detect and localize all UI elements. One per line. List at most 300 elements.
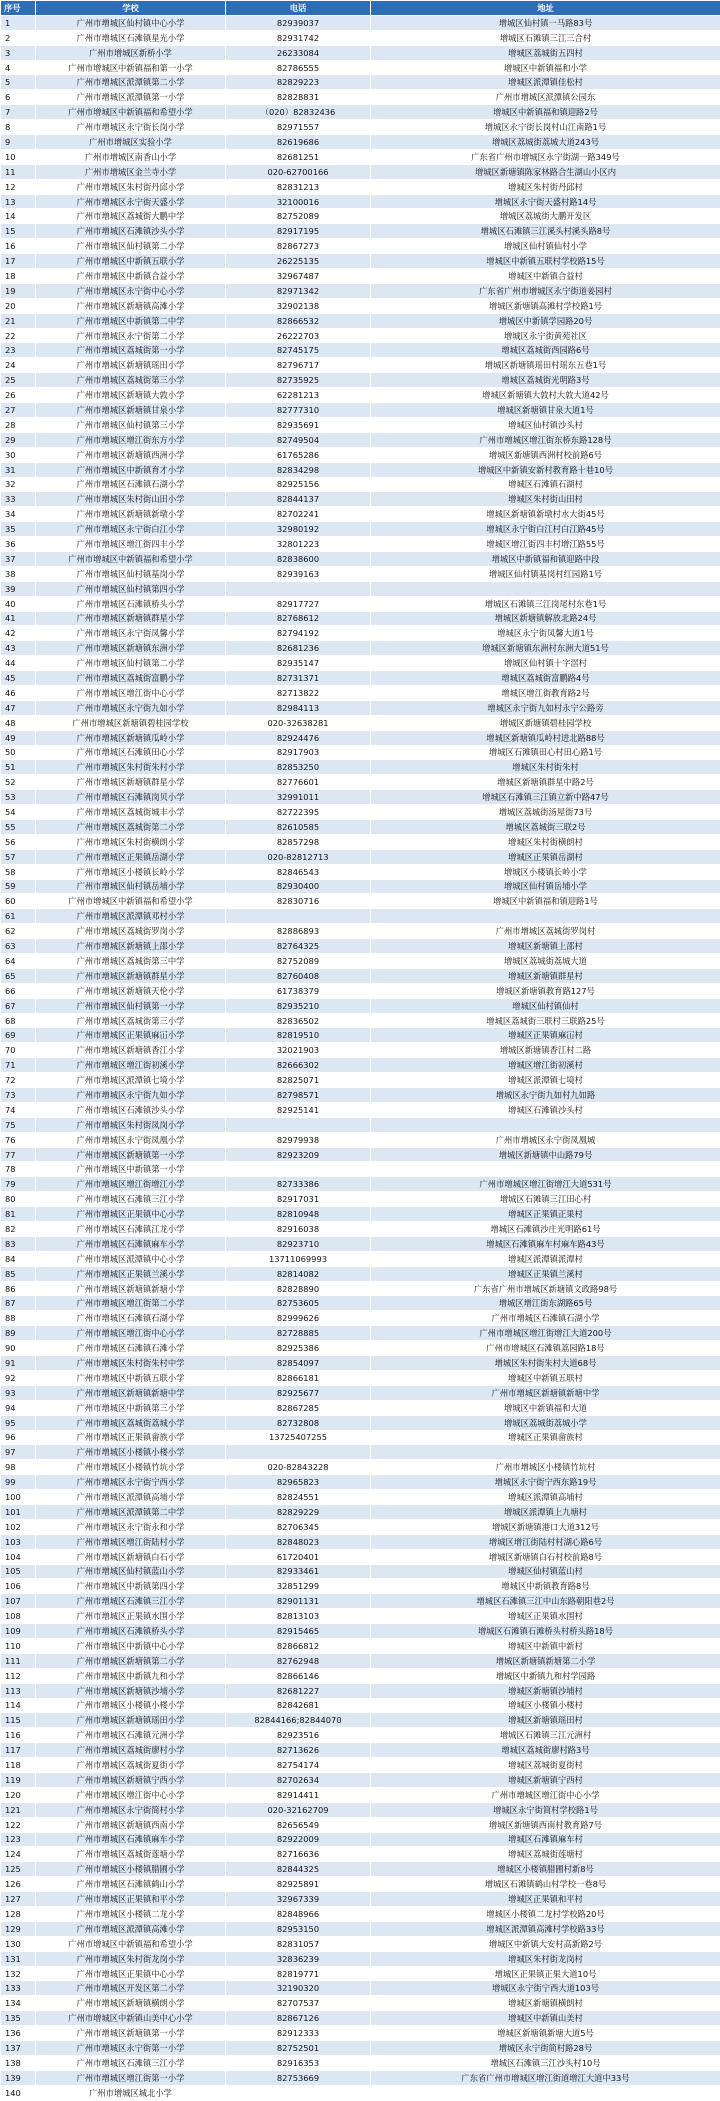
address: 增城区新塘镇白石村校前路8号	[371, 1549, 720, 1564]
row-number: 91	[1, 1356, 36, 1371]
address: 增城区小楼镇小楼村	[371, 1698, 720, 1713]
phone-number: 82965823	[226, 1475, 371, 1490]
row-number: 84	[1, 1251, 36, 1266]
address: 增城区中新镇中新村	[371, 1638, 720, 1653]
table-row	[1, 1311, 720, 1326]
address: 增城区正果镇水围村	[371, 1609, 720, 1624]
school-name: 广州市增城区仙村镇第二小学	[36, 239, 226, 254]
school-name: 广州市增城区石滩镇麻车小学	[36, 1832, 226, 1847]
address: 增城区小楼镇长岭小学	[371, 864, 720, 879]
table-row	[1, 596, 720, 611]
phone-number: 82844166;82844070	[226, 1713, 371, 1728]
address	[371, 1445, 720, 1460]
address: 广州市增城区新塘镇新塘中学	[371, 1385, 720, 1400]
address: 广州市增城区增江街东桥东路128号	[371, 432, 720, 447]
phone-number: 32980192	[226, 522, 371, 537]
row-number: 29	[1, 432, 36, 447]
phone-number: 82866181	[226, 1370, 371, 1385]
table-row	[1, 968, 720, 983]
table-row	[1, 1579, 720, 1594]
address: 增城区正果镇正果村	[371, 1207, 720, 1222]
table-row	[1, 1907, 720, 1922]
table-row	[1, 2085, 720, 2100]
table-row	[1, 730, 720, 745]
phone-number: 32851299	[226, 1579, 371, 1594]
table-row	[1, 1728, 720, 1743]
school-name: 广州市增城区新塘镇沙埔小学	[36, 1683, 226, 1698]
address: 增城区荔城街西园路6号	[371, 343, 720, 358]
phone-number: 82796717	[226, 358, 371, 373]
address: 增城区荔城街三联2号	[371, 819, 720, 834]
address: 增城区新塘镇瑶田村	[371, 1713, 720, 1728]
school-name: 广州市增城区小楼镇腊圃小学	[36, 1862, 226, 1877]
row-number: 60	[1, 894, 36, 909]
phone-number: 82814082	[226, 1266, 371, 1281]
table-row	[1, 2070, 720, 2085]
row-number: 38	[1, 566, 36, 581]
address	[371, 909, 720, 924]
school-name: 广州市增城区荔城街罗岗小学	[36, 924, 226, 939]
row-number: 61	[1, 909, 36, 924]
table-row	[1, 1951, 720, 1966]
address: 广州市增城区石滩镇石湖小学	[371, 1311, 720, 1326]
row-number: 85	[1, 1266, 36, 1281]
school-name: 广州市增城区朱村街龙岗小学	[36, 1951, 226, 1966]
phone-number: 82971342	[226, 283, 371, 298]
phone-number: 82681227	[226, 1683, 371, 1698]
table-row	[1, 1594, 720, 1609]
school-name: 广州市增城区永宁街九如小学	[36, 1088, 226, 1103]
school-name: 广州市增城区实验小学	[36, 135, 226, 150]
row-number: 137	[1, 2041, 36, 2056]
table-row	[1, 581, 720, 596]
row-number: 21	[1, 313, 36, 328]
school-name: 广州市增城区中新镇福和希望小学	[36, 551, 226, 566]
row-number: 17	[1, 254, 36, 269]
row-number: 94	[1, 1400, 36, 1415]
school-name: 广州市增城区朱村街山田小学	[36, 492, 226, 507]
phone-number	[226, 581, 371, 596]
row-number: 26	[1, 388, 36, 403]
row-number: 115	[1, 1713, 36, 1728]
table-row	[1, 328, 720, 343]
phone-number: 82733386	[226, 1177, 371, 1192]
phone-number: 32991011	[226, 790, 371, 805]
phone-number: 82848966	[226, 1907, 371, 1922]
phone-number: 82886893	[226, 924, 371, 939]
address: 增城区增江街四丰村增江路55号	[371, 537, 720, 552]
school-name: 广州市增城区增江街增江小学	[36, 1177, 226, 1192]
school-name: 广州市增城区增江街中心小学	[36, 1787, 226, 1802]
phone-number: 82916353	[226, 2055, 371, 2070]
school-name: 广州市增城区仙村镇基岗小学	[36, 566, 226, 581]
phone-number: 82953150	[226, 1921, 371, 1936]
address: 增城区新塘镇群星村	[371, 968, 720, 983]
school-name: 广州市增城区永宁街凤凰小学	[36, 1132, 226, 1147]
phone-number: 82846543	[226, 864, 371, 879]
school-name: 广州市增城区正果镇水围小学	[36, 1609, 226, 1624]
phone-number: 82706345	[226, 1519, 371, 1534]
address: 广州市增城区永宁街凤凰城	[371, 1132, 720, 1147]
address: 增城区中新镇九和村学园路	[371, 1668, 720, 1683]
row-number: 40	[1, 596, 36, 611]
row-number: 23	[1, 343, 36, 358]
phone-number: 82764325	[226, 939, 371, 954]
phone-number	[226, 1117, 371, 1132]
school-name: 广州市增城区荔城街第三小学	[36, 1013, 226, 1028]
school-name: 广州市增城区新塘镇瓜岭小学	[36, 730, 226, 745]
table-row	[1, 819, 720, 834]
row-number: 123	[1, 1832, 36, 1847]
school-name: 广州市增城区中新镇第三小学	[36, 1400, 226, 1415]
school-name: 广州市增城区永宁街长岗小学	[36, 120, 226, 135]
phone-number: 82923209	[226, 1147, 371, 1162]
address: 增城区永宁街宁西大道103号	[371, 1981, 720, 1996]
school-name: 广州市增城区新塘镇新墩小学	[36, 507, 226, 522]
address: 增城区新塘镇瑶田村瑶东五巷1号	[371, 358, 720, 373]
row-number: 32	[1, 477, 36, 492]
row-number: 50	[1, 745, 36, 760]
table-row	[1, 626, 720, 641]
address: 增城区永宁街白江村白江路45号	[371, 522, 720, 537]
row-number: 79	[1, 1177, 36, 1192]
row-number: 37	[1, 551, 36, 566]
phone-number: 82829223	[226, 75, 371, 90]
school-name: 广州市增城区仙村镇中心小学	[36, 15, 226, 30]
address: 增城区新塘镇大敦村大敦大道42号	[371, 388, 720, 403]
table-row	[1, 1147, 720, 1162]
row-number: 30	[1, 447, 36, 462]
table-row	[1, 685, 720, 700]
school-name: 广州市增城区仙村镇蓝山小学	[36, 1564, 226, 1579]
row-number: 22	[1, 328, 36, 343]
table-row	[1, 105, 720, 120]
phone-number: 62281213	[226, 388, 371, 403]
school-name: 广州市增城区荔城街廖村小学	[36, 1743, 226, 1758]
phone-number: 82702241	[226, 507, 371, 522]
school-name: 广州市增城区中新镇第一小学	[36, 1162, 226, 1177]
table-row	[1, 1832, 720, 1847]
address: 增城区中新镇福和镇迎路中段	[371, 551, 720, 566]
address: 增城区石滩镇三江岗尾村东巷1号	[371, 596, 720, 611]
table-row	[1, 1445, 720, 1460]
address: 增城区仙村镇一马路83号	[371, 15, 720, 30]
row-number: 132	[1, 1966, 36, 1981]
school-name: 广州市增城区石滩镇星光小学	[36, 30, 226, 45]
table-row	[1, 1877, 720, 1892]
row-number: 28	[1, 417, 36, 432]
table-row	[1, 120, 720, 135]
table-row	[1, 135, 720, 150]
phone-number: 82752089	[226, 954, 371, 969]
school-name: 广州市增城区增江街中心小学	[36, 1326, 226, 1341]
school-name: 广州市增城区南香山小学	[36, 149, 226, 164]
table-row	[1, 1028, 720, 1043]
school-name: 广州市增城区增江街东方小学	[36, 432, 226, 447]
school-name: 广州市增城区中新镇五联小学	[36, 1370, 226, 1385]
school-name: 广州市增城区正果镇中心小学	[36, 1207, 226, 1222]
row-number: 46	[1, 685, 36, 700]
phone-number: 82831213	[226, 179, 371, 194]
row-number: 9	[1, 135, 36, 150]
phone-number: 82912333	[226, 2026, 371, 2041]
table-row	[1, 1892, 720, 1907]
address	[371, 581, 720, 596]
address: 增城区荔城街三联村三联路25号	[371, 1013, 720, 1028]
table-row	[1, 1102, 720, 1117]
row-number: 69	[1, 1028, 36, 1043]
school-name: 广州市增城区荔城街第二小学	[36, 819, 226, 834]
table-row	[1, 283, 720, 298]
row-number: 124	[1, 1847, 36, 1862]
table-row	[1, 1847, 720, 1862]
row-number: 41	[1, 611, 36, 626]
phone-number: 32021903	[226, 1043, 371, 1058]
school-name: 广州市增城区新塘镇群星小学	[36, 611, 226, 626]
school-name: 广州市增城区正果镇麻冚小学	[36, 1028, 226, 1043]
row-number: 35	[1, 522, 36, 537]
phone-number: 82768612	[226, 611, 371, 626]
table-row	[1, 611, 720, 626]
table-row	[1, 358, 720, 373]
address: 增城区石滩镇田心村田心路1号	[371, 745, 720, 760]
table-row	[1, 1415, 720, 1430]
table-row	[1, 1668, 720, 1683]
school-name: 广州市增城区派潭镇高埔小学	[36, 1490, 226, 1505]
table-row	[1, 2055, 720, 2070]
school-name: 广州市增城区中新镇中心小学	[36, 1638, 226, 1653]
row-number: 135	[1, 2011, 36, 2026]
school-name: 广州市增城区小楼镇长岭小学	[36, 864, 226, 879]
row-number: 122	[1, 1817, 36, 1832]
row-number: 45	[1, 671, 36, 686]
row-number: 3	[1, 45, 36, 60]
table-row	[1, 551, 720, 566]
phone-number: 020-82843228	[226, 1460, 371, 1475]
phone-number: 82838600	[226, 551, 371, 566]
address: 增城区朱村街丹邱村	[371, 179, 720, 194]
table-row	[1, 1966, 720, 1981]
row-number: 13	[1, 194, 36, 209]
phone-number: 82666302	[226, 1058, 371, 1073]
row-number: 44	[1, 656, 36, 671]
phone-number: 82819771	[226, 1966, 371, 1981]
phone-number: 82713822	[226, 685, 371, 700]
table-row	[1, 924, 720, 939]
address: 增城区新塘镇西洲村校前路6号	[371, 447, 720, 462]
school-name: 广州市增城区仙村镇岳埔小学	[36, 879, 226, 894]
row-number: 15	[1, 224, 36, 239]
row-number: 110	[1, 1638, 36, 1653]
school-name: 广州市增城区石滩镇三江小学	[36, 1192, 226, 1207]
school-name: 广州市增城区中新镇第四小学	[36, 1579, 226, 1594]
phone-number: 82925891	[226, 1877, 371, 1892]
row-number: 105	[1, 1564, 36, 1579]
address: 增城区新塘镇新塘大道5号	[371, 2026, 720, 2041]
phone-number: 020-62700166	[226, 164, 371, 179]
table-row	[1, 1073, 720, 1088]
phone-number: 82931742	[226, 30, 371, 45]
phone-number: 82844137	[226, 492, 371, 507]
table-row	[1, 641, 720, 656]
row-number: 111	[1, 1653, 36, 1668]
address: 增城区石滩镇沙头村	[371, 1102, 720, 1117]
table-row	[1, 983, 720, 998]
row-number: 24	[1, 358, 36, 373]
phone-number: 26233084	[226, 45, 371, 60]
row-number: 136	[1, 2026, 36, 2041]
school-name: 广州市增城区派潭镇邓村小学	[36, 909, 226, 924]
phone-number: 020-82812713	[226, 849, 371, 864]
address: 增城区荔城街荔城大道	[371, 954, 720, 969]
row-number: 43	[1, 641, 36, 656]
address: 增城区荔城街夏街村	[371, 1758, 720, 1773]
table-row	[1, 1504, 720, 1519]
table-row	[1, 447, 720, 462]
row-number: 56	[1, 834, 36, 849]
table-row	[1, 462, 720, 477]
table-row	[1, 388, 720, 403]
phone-number: 82836502	[226, 1013, 371, 1028]
school-name: 广州市增城区增江街四丰小学	[36, 537, 226, 552]
phone-number: 82610585	[226, 819, 371, 834]
school-name: 广州市增城区新塘镇天伦小学	[36, 983, 226, 998]
table-row	[1, 1862, 720, 1877]
phone-number: 82925141	[226, 1102, 371, 1117]
table-row	[1, 1787, 720, 1802]
address: 增城区新塘镇中山路79号	[371, 1147, 720, 1162]
row-number: 12	[1, 179, 36, 194]
table-row	[1, 1177, 720, 1192]
table-row	[1, 894, 720, 909]
school-name: 广州市增城区永宁街永和小学	[36, 1519, 226, 1534]
address: 广东省广州市增城区增江街道增江大道中33号	[371, 2070, 720, 2085]
school-name: 广州市增城区新塘镇宁西小学	[36, 1772, 226, 1787]
address: 广州市增城区增江街增江大道531号	[371, 1177, 720, 1192]
address: 增城区增江街初溪村	[371, 1058, 720, 1073]
phone-number: 82866532	[226, 313, 371, 328]
table-row	[1, 805, 720, 820]
address: 增城区仙村镇蓝山村	[371, 1564, 720, 1579]
address: 增城区永宁街九如村九如路	[371, 1088, 720, 1103]
school-name: 广州市增城区派潭镇第一小学	[36, 90, 226, 105]
row-number: 108	[1, 1609, 36, 1624]
table-row	[1, 760, 720, 775]
phone-number: 82979938	[226, 1132, 371, 1147]
address: 广东省广州市增城区永宁街湖一路349号	[371, 149, 720, 164]
school-name: 广州市增城区中新镇五联小学	[36, 254, 226, 269]
phone-number: 61720401	[226, 1549, 371, 1564]
address: 增城区石滩镇沙庄光明路61号	[371, 1222, 720, 1237]
address: 增城区正果镇和平村	[371, 1892, 720, 1907]
address: 增城区石滩镇鹤山村学校一巷8号	[371, 1877, 720, 1892]
school-name: 广州市增城区仙村镇第二小学	[36, 656, 226, 671]
row-number: 70	[1, 1043, 36, 1058]
phone-number: 82745175	[226, 343, 371, 358]
row-number: 80	[1, 1192, 36, 1207]
table-row	[1, 745, 720, 760]
address: 增城区新塘镇宁西村	[371, 1772, 720, 1787]
school-name: 广州市增城区新塘镇高滩小学	[36, 298, 226, 313]
row-number: 116	[1, 1728, 36, 1743]
row-number: 36	[1, 537, 36, 552]
table-row	[1, 1713, 720, 1728]
row-number: 127	[1, 1892, 36, 1907]
row-number: 34	[1, 507, 36, 522]
phone-number: 82828831	[226, 90, 371, 105]
address: 增城区荔城街荔城小学	[371, 1415, 720, 1430]
school-name: 广州市增城区仙村镇第四小学	[36, 581, 226, 596]
phone-number: 82922009	[226, 1832, 371, 1847]
school-name: 广州市增城区新塘镇群星小学	[36, 968, 226, 983]
school-name: 广州市增城区新塘镇第二小学	[36, 1653, 226, 1668]
phone-number: 82935691	[226, 417, 371, 432]
table-row	[1, 1624, 720, 1639]
table-row	[1, 15, 720, 30]
table-row	[1, 1236, 720, 1251]
row-number: 87	[1, 1296, 36, 1311]
school-name: 广州市增城区新塘镇上邵小学	[36, 939, 226, 954]
table-row	[1, 1356, 720, 1371]
address: 广州市增城区增江街中心小学	[371, 1787, 720, 1802]
table-row	[1, 1222, 720, 1237]
address: 增城区永宁街简村路28号	[371, 2041, 720, 2056]
address	[371, 1117, 720, 1132]
address: 增城区荔城街大鹏开发区	[371, 209, 720, 224]
row-number: 8	[1, 120, 36, 135]
school-name: 广州市增城区永宁街第二小学	[36, 328, 226, 343]
table-row	[1, 1326, 720, 1341]
phone-number: 26222703	[226, 328, 371, 343]
school-name: 广州市增城区正果镇兰溪小学	[36, 1266, 226, 1281]
address: 增城区增江街教育路2号	[371, 685, 720, 700]
school-name: 广州市增城区石滩镇三江小学	[36, 1594, 226, 1609]
address: 增城区荔城街廖村路3号	[371, 1743, 720, 1758]
address: 增城区正果镇畲族村	[371, 1430, 720, 1445]
address: 增城区石滩镇三江三合村	[371, 30, 720, 45]
school-name: 广州市增城区小楼镇小楼小学	[36, 1445, 226, 1460]
row-number: 100	[1, 1490, 36, 1505]
table-row	[1, 1370, 720, 1385]
address: 增城区派潭镇七境村	[371, 1073, 720, 1088]
school-name: 广州市增城区朱村街丹邱小学	[36, 179, 226, 194]
school-name: 广州市增城区增江街陆村小学	[36, 1534, 226, 1549]
table-row	[1, 1519, 720, 1534]
phone-number: 82935147	[226, 656, 371, 671]
school-name: 广州市增城区永宁街第一小学	[36, 2041, 226, 2056]
address: 增城区石滩镇麻车村麻车路43号	[371, 1236, 720, 1251]
school-name: 广州市增城区增江街第一小学	[36, 2070, 226, 2085]
phone-number: 32902138	[226, 298, 371, 313]
school-name: 广州市增城区石滩镇元洲小学	[36, 1728, 226, 1743]
table-row	[1, 432, 720, 447]
row-number: 95	[1, 1415, 36, 1430]
phone-number: 82925386	[226, 1341, 371, 1356]
phone-number: 82735925	[226, 373, 371, 388]
school-name: 广州市增城区新桥小学	[36, 45, 226, 60]
row-number: 81	[1, 1207, 36, 1222]
phone-number: （020）82832436	[226, 105, 371, 120]
school-name: 广州市增城区石滩镇石湖小学	[36, 1311, 226, 1326]
table-row	[1, 1385, 720, 1400]
row-number: 27	[1, 403, 36, 418]
school-name: 广州市增城区中新镇福和希望小学	[36, 894, 226, 909]
school-name: 广州市增城区新塘镇群星小学	[36, 775, 226, 790]
table-row	[1, 254, 720, 269]
table-row	[1, 1207, 720, 1222]
table-row	[1, 1817, 720, 1832]
address: 增城区朱村街朱村	[371, 760, 720, 775]
